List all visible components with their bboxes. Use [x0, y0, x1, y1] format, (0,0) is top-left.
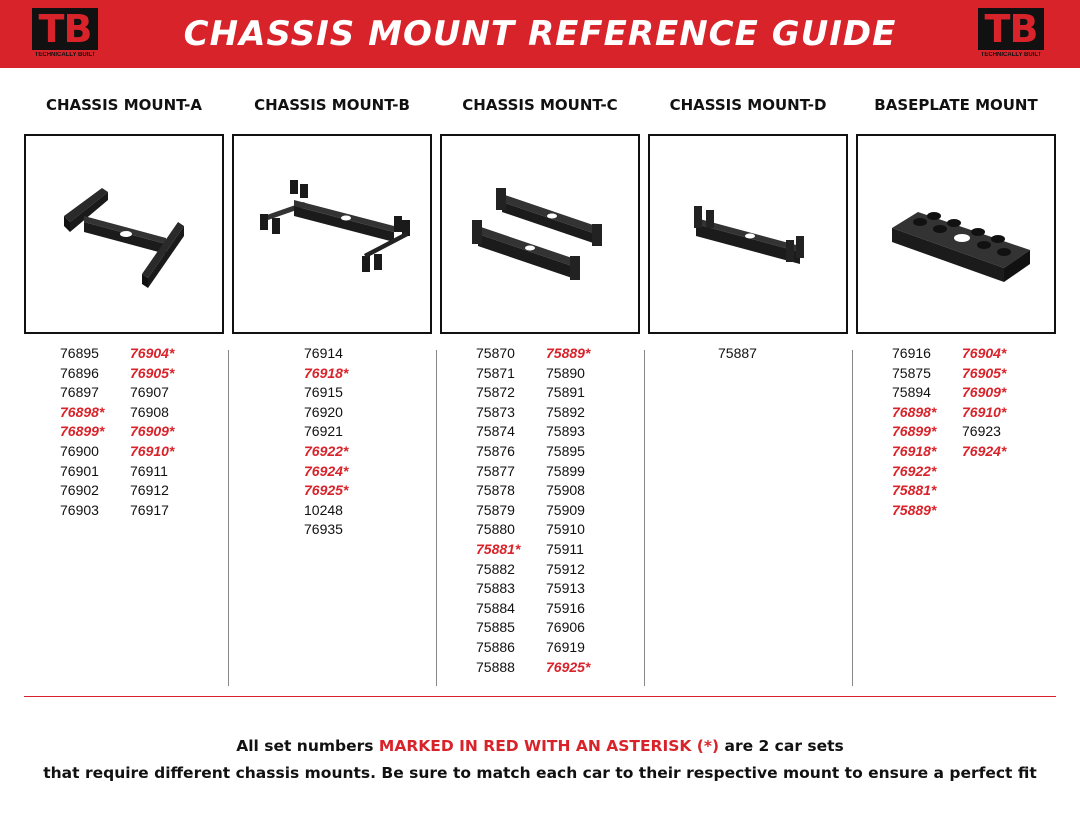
set-list-right — [962, 344, 1006, 462]
set-number: 76924* — [304, 462, 349, 479]
column-divider — [436, 350, 437, 686]
column-title: CHASSIS MOUNT-A — [46, 96, 202, 114]
set-number: 76904* — [130, 345, 175, 361]
set-number: 76904* — [962, 345, 1007, 361]
column-divider — [644, 350, 645, 686]
set-number: 76906 — [546, 619, 585, 636]
set-number: 75889* — [546, 345, 591, 361]
set-number: 76903 — [60, 501, 99, 518]
set-number: 76925* — [304, 482, 349, 499]
set-number: 75916 — [546, 599, 585, 616]
set-number: 75886 — [476, 638, 515, 655]
footer-divider — [24, 696, 1056, 697]
chassis-mount-d-photo — [648, 134, 848, 334]
set-list-left — [892, 344, 936, 520]
set-number: 76898* — [892, 403, 937, 420]
set-number: 75910 — [546, 521, 585, 538]
footer-line-2: that require different chassis mounts. Be sure to match each car to their respective mount to ensure a perfect fit — [43, 764, 1037, 782]
set-number: 76918* — [892, 442, 937, 459]
set-number: 75881* — [892, 482, 937, 499]
header-banner — [0, 0, 1080, 68]
set-number: 76901 — [60, 462, 99, 479]
set-number: 75912 — [546, 560, 585, 577]
set-number: 75878 — [476, 482, 515, 499]
column-title: CHASSIS MOUNT-B — [254, 96, 410, 114]
set-number: 76902 — [60, 482, 99, 499]
set-number: 75873 — [476, 403, 515, 420]
set-number: 76911 — [130, 462, 168, 479]
set-number: 76900 — [60, 442, 99, 459]
set-number: 76924* — [962, 442, 1007, 459]
set-number: 76896 — [60, 364, 99, 381]
set-list-left — [304, 344, 348, 540]
column-title: CHASSIS MOUNT-D — [669, 96, 827, 114]
footer-suffix: are 2 car sets — [719, 737, 844, 755]
set-number: 75879 — [476, 501, 515, 518]
set-number: 10248 — [304, 501, 343, 518]
set-number: 76909* — [962, 384, 1007, 401]
set-number: 76905* — [130, 364, 175, 381]
set-number: 76925* — [546, 658, 591, 675]
set-number: 76916 — [892, 345, 931, 361]
set-number: 76917 — [130, 501, 169, 518]
set-number: 75876 — [476, 442, 515, 459]
set-number: 76905* — [962, 364, 1007, 381]
set-number: 76907 — [130, 384, 169, 401]
set-number: 76915 — [304, 384, 343, 401]
set-number: 75874 — [476, 423, 515, 440]
set-list-left — [60, 344, 104, 520]
chassis-mount-a-photo — [24, 134, 224, 334]
set-number: 76897 — [60, 384, 99, 401]
set-number: 75871 — [476, 364, 515, 381]
set-number: 76921 — [304, 423, 343, 440]
column-title: CHASSIS MOUNT-C — [462, 96, 618, 114]
set-number: 76895 — [60, 345, 99, 361]
set-number: 76908 — [130, 403, 169, 420]
set-number: 76899* — [892, 423, 937, 440]
set-number: 75909 — [546, 501, 585, 518]
set-number: 75890 — [546, 364, 585, 381]
baseplate-mount-photo — [856, 134, 1056, 334]
set-number: 76935 — [304, 521, 343, 538]
set-number: 76914 — [304, 345, 343, 361]
set-number: 75899 — [546, 462, 585, 479]
set-number: 75895 — [546, 442, 585, 459]
set-number: 76899* — [60, 423, 105, 440]
set-number: 75913 — [546, 580, 585, 597]
set-number: 75894 — [892, 384, 931, 401]
set-number: 75888 — [476, 658, 515, 675]
set-number: 75893 — [546, 423, 585, 440]
set-number: 75882 — [476, 560, 515, 577]
set-number: 75883 — [476, 580, 515, 597]
chassis-mount-c-photo — [440, 134, 640, 334]
set-number: 76920 — [304, 403, 343, 420]
logo-text: TB — [978, 8, 1044, 50]
logo-text: TB — [32, 8, 98, 50]
set-number: 76910* — [130, 442, 175, 459]
set-number: 75870 — [476, 345, 515, 361]
set-number: 76922* — [304, 442, 349, 459]
set-list-left — [718, 344, 757, 364]
set-number: 75880 — [476, 521, 515, 538]
set-number: 76912 — [130, 482, 169, 499]
set-number: 75892 — [546, 403, 585, 420]
set-list-left — [476, 344, 520, 677]
tb-logo-right — [976, 8, 1046, 60]
set-number: 75911 — [546, 540, 584, 557]
set-number: 76898* — [60, 403, 105, 420]
set-number: 76918* — [304, 364, 349, 381]
footer-red-note: MARKED IN RED WITH AN ASTERISK (*) — [378, 737, 720, 755]
footer-prefix: All set numbers — [236, 737, 379, 755]
logo-subtext: TECHNICALLY BUILT — [34, 52, 96, 58]
set-list-right — [546, 344, 590, 677]
column-divider — [852, 350, 853, 686]
footer-line-1 — [0, 737, 1080, 755]
set-number: 76910* — [962, 403, 1007, 420]
chassis-mount-b-photo — [232, 134, 432, 334]
set-number: 75875 — [892, 364, 931, 381]
column-title: BASEPLATE MOUNT — [874, 96, 1038, 114]
tb-logo-left — [30, 8, 100, 60]
set-number: 75872 — [476, 384, 515, 401]
set-number: 75884 — [476, 599, 515, 616]
logo-subtext: TECHNICALLY BUILT — [980, 52, 1042, 58]
page-title: CHASSIS MOUNT REFERENCE GUIDE — [183, 14, 897, 54]
column-divider — [228, 350, 229, 686]
set-number: 76919 — [546, 638, 585, 655]
set-number: 76922* — [892, 462, 937, 479]
set-number: 75881* — [476, 540, 521, 557]
set-number: 75908 — [546, 482, 585, 499]
set-number: 75885 — [476, 619, 515, 636]
set-number: 75887 — [718, 345, 757, 361]
set-number: 76909* — [130, 423, 175, 440]
set-number: 76923 — [962, 423, 1001, 440]
set-number: 75877 — [476, 462, 515, 479]
set-list-right — [130, 344, 174, 520]
set-number: 75889* — [892, 501, 937, 518]
set-number: 75891 — [546, 384, 585, 401]
